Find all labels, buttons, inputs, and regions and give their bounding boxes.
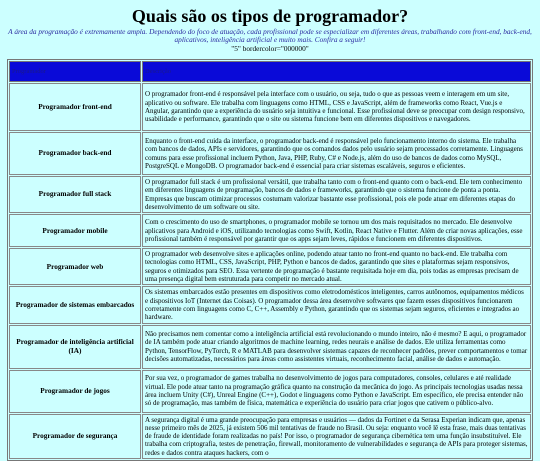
row-description: Com o crescimento do uso de smartphones, o programador mobile se tornou um dos mais requisitados no mercado. Ele desenvolve aplicativos para Android e iOS, utilizando tecnologias como Swift, Kotlin, React Native e Flutter. Além de criar novas aplicações, esse profissional também é responsável por garantir que os apps sejam leves, rápidos e funcionem em diferentes dispositivos. xyxy=(142,214,531,247)
row-name: Programador back-end xyxy=(9,132,141,175)
table-row xyxy=(9,248,531,285)
header-programador: Programador xyxy=(9,61,141,82)
row-description: O programador web desenvolve sites e aplicações online, podendo atuar tanto no front-end quanto no back-end. Ele trabalha com tecnologias como HTML, CSS, JavaScript, PHP, Python e bancos de dados, garantindo que sites e plataformas sejam responsivos, seguros e otimizados para SEO. Essa vertente de programação é bastante requisitada hoje em dia, pois todas as empresas precisam de uma presença digital bem estruturada para competir no mercado atual. xyxy=(142,248,531,285)
intro-text: A área da programação é extremamente ampla. Dependendo do foco de atuação, cada profissional pode se especializar em diferentes áreas, trabalhando com front-end, back-end, aplicativos, inteligência artificial e muito mais. Confira a seguir! xyxy=(8,27,532,45)
row-description: Não precisamos nem comentar como a inteligência artificial está revolucionando o mundo inteiro, não é mesmo? E aqui, o programador de IA também pode atuar criando algoritmos de machine learning, redes neurais e análise de dados. Ele utiliza ferramentas como Python, TensorFlow, PyTorch, R e MATLAB para desenvolver sistemas capazes de reconhecer padrões, prever comportamentos e tomar decisões automatizadas, necessários para áreas como assistentes virtuais, reconhecimento facial, análise de dados e automação. xyxy=(142,325,531,369)
table-row xyxy=(9,214,531,247)
row-name: Programador de sistemas embarcados xyxy=(9,286,141,323)
programmer-types-table xyxy=(7,59,533,461)
row-name: Programador de jogos xyxy=(9,370,141,413)
row-description: O programador front-end é responsável pela interface com o usuário, ou seja, tudo o que as pessoas veem e interagem em um site, aplicativo ou software. Ele trabalha com linguagens como HTML, CSS e JavaScript, além de frameworks como React, Vue.js e Angular, garantindo que a experiência do usuário seja intuitiva e funcional. Esse profissional deve se preocupar com design responsivo, usabilidade e performance, garantindo que o site ou sistema funcione bem em diferentes dispositivos e navegadores. xyxy=(142,83,531,131)
stray-markup-text: "5" bordercolor="000000" xyxy=(231,43,309,53)
table-row xyxy=(9,132,531,175)
row-name: Programador de segurança xyxy=(9,414,141,459)
row-name: Programador full stack xyxy=(9,176,141,213)
table-row xyxy=(9,83,531,131)
row-name: Programador de inteligência artificial (IA) xyxy=(9,325,141,369)
row-name: Programador front-end xyxy=(9,83,141,131)
table-header-row xyxy=(9,61,531,82)
table-row xyxy=(9,176,531,213)
row-description: A segurança digital é uma grande preocupação para empresas e usuários — dados da Fortinet e da Serasa Experian indicam que, apenas nesse primeiro mês de 2025, já existem 506 mil tentativas de fraude no Brasil. Ou seja: enquanto você lê esta frase, mais duas tentativas de fraude de identidade foram realizadas no país! Por isso, o programador de segurança cibernética tem uma função insubstituível. Ele trabalha com criptografia, testes de penetração, firewall, monitoramento de vulnerabilidades e segurança de APIs para proteger sistemas, redes e dados contra ataques hackers, com o xyxy=(142,414,531,459)
row-description: Por sua vez, o programador de games trabalha no desenvolvimento de jogos para computadores, consoles, celulares e até realidade virtual. Ele pode atuar tanto na programação gráfica quanto na construção da mecânica do jogo. As principais tecnologias usadas nessa área incluem Unity (C#), Unreal Engine (C++), Godot e linguagens como Python e JavaScript. Em específico, ele precisa entender não só de programação, mas também de física, matemática e experiência do usuário para criar jogos que cativem o público-alvo. xyxy=(142,370,531,413)
row-name: Programador mobile xyxy=(9,214,141,247)
table-row xyxy=(9,286,531,323)
row-description: O programador full stack é um profissional versátil, que trabalha tanto com o front-end quanto com o back-end. Ele tem conhecimento em diferentes linguagens de programação, bancos de dados e frameworks, garantindo que o sistema funcione de ponta a ponta. Empresas que buscam otimizar processos costumam valorizar bastante esse profissional, pois ele pode atuar em diferentes etapas do desenvolvimento de um software ou site. xyxy=(142,176,531,213)
header-descricao: Descrição xyxy=(142,61,531,82)
table-row xyxy=(9,370,531,413)
table-row xyxy=(9,414,531,459)
page-title: Quais são os tipos de programador? xyxy=(131,6,409,26)
table-row xyxy=(9,325,531,369)
row-name: Programador web xyxy=(9,248,141,285)
row-description: Os sistemas embarcados estão presentes em dispositivos como eletrodomésticos inteligentes, carros autônomos, equipamentos médicos e dispositivos IoT (Internet das Coisas). O programador dessa área desenvolve softwares que fazem esses dispositivos funcionarem corretamente com linguagens como C, C++, Assembly e Python, garantindo que os sistemas sejam seguros, eficientes e integrados ao hardware. xyxy=(142,286,531,323)
row-description: Enquanto o front-end cuida da interface, o programador back-end é responsável pelo funcionamento interno do sistema. Ele trabalha com bancos de dados, APIs e servidores, garantindo que os comandos dados pelo usuário sejam processados corretamente. Linguagens comuns para esse profissional incluem Python, Java, PHP, Ruby, C# e Node.js, além do uso de bancos de dados como MySQL, PostgreSQL e MongoDB. O programador back-end é essencial para criar sistemas escaláveis, seguros e eficientes. xyxy=(142,132,531,175)
